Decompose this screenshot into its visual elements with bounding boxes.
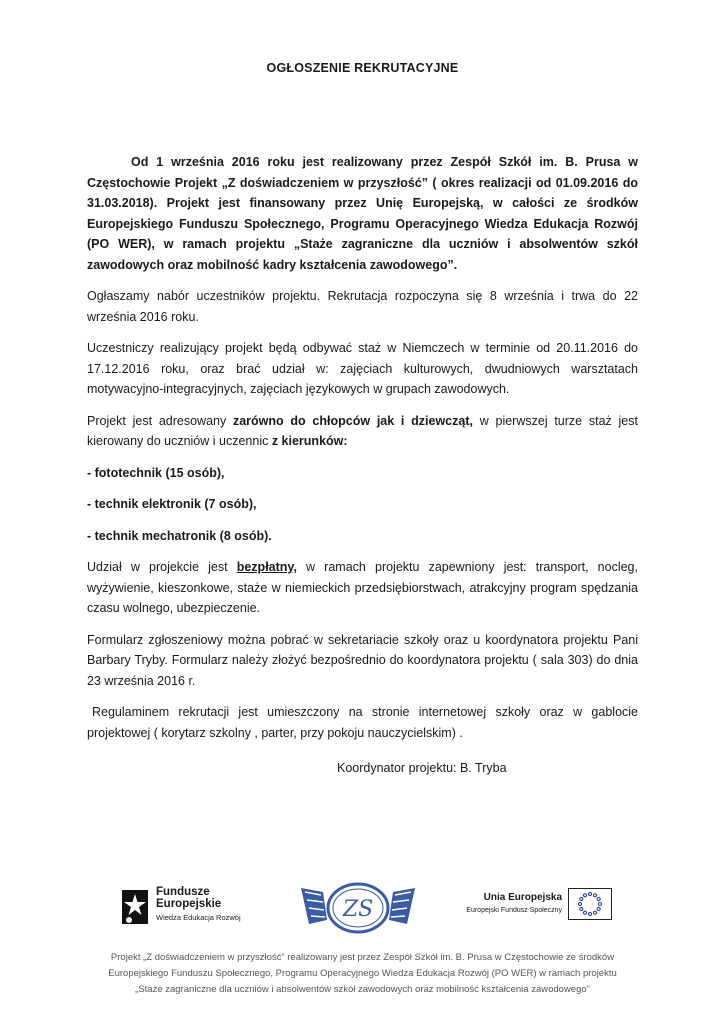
department-item: - technik mechatronik (8 osób). [87, 528, 272, 543]
free-text-1: Udział w projekcie jest [87, 560, 237, 574]
fe-subtitle: Wiedza Edukacja Rozwój [156, 913, 241, 922]
audience-text-1: Projekt jest adresowany [87, 413, 233, 428]
internship-paragraph: Uczestniczy realizujący projekt będą odbywać staż w Niemczech w terminie od 20.11.2016 do 17.12.2016 roku, oraz brać udział w: zajęciach kulturowych, dwudniowych warsztatach motywacyjno-integracyjnych, zajęciach językowych w grupach zawodowych. [87, 341, 638, 396]
footer-line: Projekt „Z doświadczeniem w przyszłość” realizowany jest przez Zespół Szkół im. B. Prusa w Częstochowie ze środków [110, 952, 615, 963]
unia-europejska-logo [462, 888, 612, 928]
audience-paragraph [87, 411, 638, 452]
free-participation-paragraph [87, 557, 638, 619]
fe-name-line-2: Europejskie [156, 898, 222, 910]
announcement-body [87, 152, 638, 754]
coordinator-signature: Koordynator projektu: B. Tryba [337, 761, 507, 775]
form-paragraph: Formularz zgłoszeniowy można pobrać w sekretariacie szkoły oraz u koordynatora projektu Pani Barbary Tryby. Formularz należy złożyć bezpośrednio do koordynatora projektu ( sala 303) do dnia 23 września 2016 r. [87, 632, 638, 688]
zs-emblem-icon [297, 880, 419, 936]
department-item: - technik elektronik (7 osób), [87, 497, 257, 511]
eu-subtitle: Europejski Fundusz Społeczny [466, 907, 562, 914]
department-item: - fototechnik (15 osób), [87, 465, 225, 480]
page-title: OGŁOSZENIE REKRUTACYJNE [266, 61, 459, 75]
eu-flag-icon [568, 888, 612, 920]
fundusze-europejskie-logo [120, 884, 260, 930]
free-text-2: w ramach projektu zapewniony jest: transport, nocleg, wyżywienie, kieszonkowe, staże w niemieckich przedsiębiorstwach, atrakcyjny program spędzania czasu wolnego, ubezpieczenie. [87, 560, 638, 615]
audience-text-2: w pierwszej turze staż jest kierowany do uczniów i uczennic [87, 413, 638, 448]
fe-star-icon [120, 884, 150, 928]
recruitment-paragraph: Ogłaszamy nabór uczestników projektu. Rekrutacja rozpoczyna się 8 września i trwa do 22 września 2016 roku. [87, 289, 638, 324]
footer-line: „Staże zagraniczne dla uczniów i absolwentów szkół zawodowych oraz mobilność kształcenia zawodowego” [135, 984, 590, 995]
intro-paragraph: Od 1 września 2016 roku jest realizowany przez Zespół Szkół im. B. Prusa w Częstochowie Projekt „Z doświadczeniem w przyszłość” ( okres realizacji od 01.09.2016 do 31.03.2018). Projekt jest finansowany przez Unię Europejską, w całości ze środków Europejskiego Funduszu Społecznego, Programu Operacyjnego Wiedza Edukacja Rozwój (PO WER), w ramach projektu „Staże zagraniczne dla uczniów i absolwentów szkół zawodowych oraz mobilność kadry kształcenia zawodowego”. [87, 155, 638, 272]
audience-bold-2: z kierunków: [271, 434, 348, 448]
school-zs-logo [297, 880, 419, 936]
rules-paragraph: Regulaminem rekrutacji jest umieszczony na stronie internetowej szkoły oraz w gablocie projektowej ( korytarz szkolny , parter, przy pokoju nauczycielskim) . [87, 705, 638, 740]
eu-name: Unia Europejska [483, 892, 562, 903]
footer-line: Europejskiego Funduszu Społecznego, Programu Operacyjnego Wiedza Edukacja Rozwój (PO WER) w ramach projektu [108, 968, 617, 979]
free-bold: bezpłatny, [236, 560, 297, 574]
logo-bar [0, 880, 725, 936]
project-footer [60, 950, 665, 998]
fe-name-line-1: Fundusze [156, 886, 210, 898]
audience-bold-1: zarówno do chłopców jak i dziewcząt, [232, 413, 473, 428]
zs-monogram: ZS [342, 897, 374, 922]
